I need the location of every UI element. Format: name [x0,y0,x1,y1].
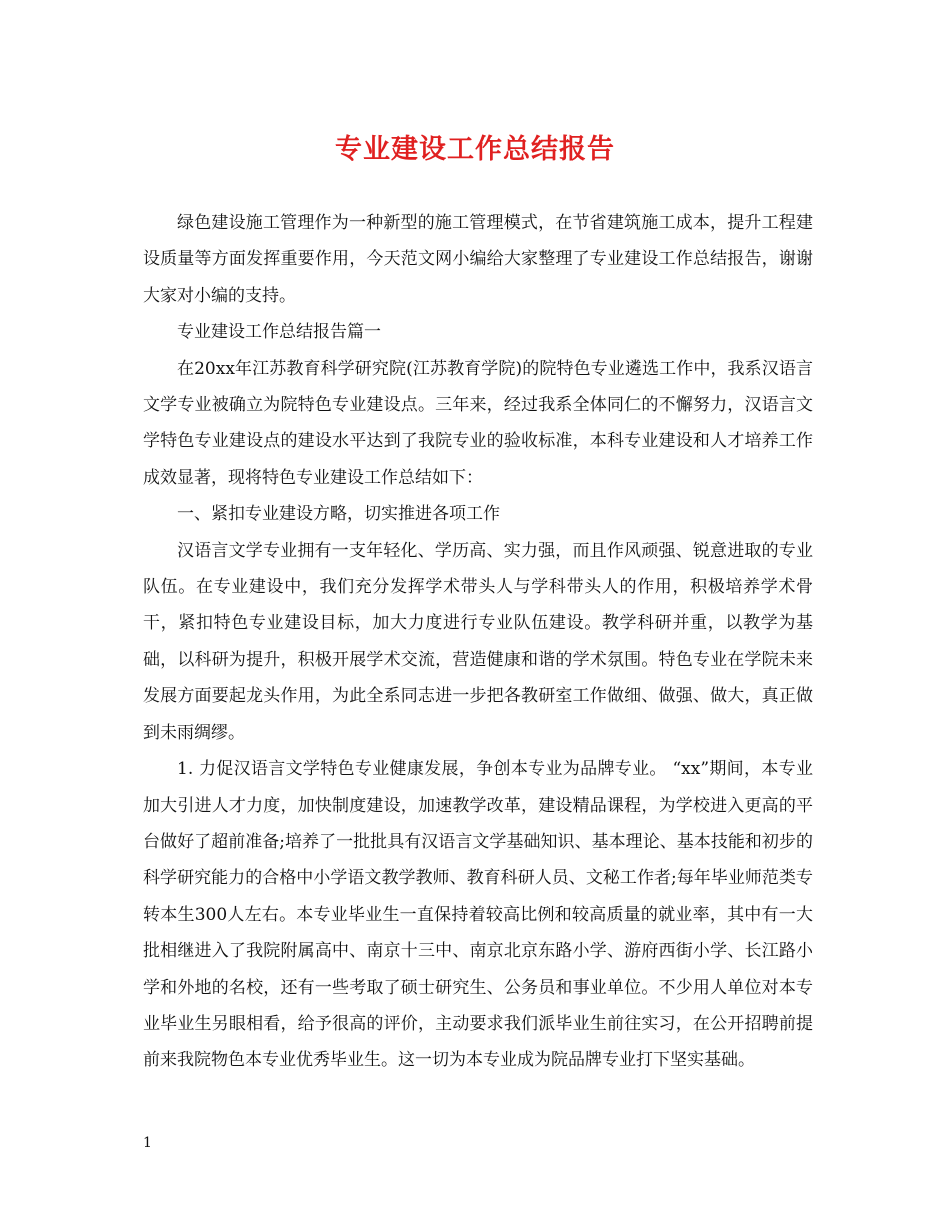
section-heading: 一、紧扣专业建设方略，切实推进各项工作 [177,504,500,525]
document-body [143,205,813,1079]
section-heading-part-one: 专业建设工作总结报告篇一 [177,322,381,343]
body-paragraph: 1. 力促汉语言文学特色专业健康发展，争创本专业为品牌专业。 “xx”期间，本专业加大引进人才力度，加快制度建设，加速教学改革，建设精品课程，为学校进入更高的平台做好了超前准备;培养了一批批具有汉语言文学基础知识、基本理论、基本技能和初步的科学研究能力的合格中小学语文教学教师、教育科研人员、文秘工作者;每年毕业师范类专转本生300人左右。本专业毕业生一直保持着较高比例和较高质量的就业率，其中有一大批相继进入了我院附属高中、南京十三中、南京北京东路小学、游府西街小学、长江路小学和外地的名校，还有一些考取了硕士研究生、公务员和事业单位。不少用人单位对本专业毕业生另眼相看，给予很高的评价，主动要求我们派毕业生前往实习，在公开招聘前提前来我院物色本专业优秀毕业生。这一切为本专业成为院品牌专业打下坚实基础。 [143,759,813,1071]
body-paragraph: 汉语言文学专业拥有一支年轻化、学历高、实力强，而且作风顽强、锐意进取的专业队伍。在专业建设中，我们充分发挥学术带头人与学科带头人的作用，积极培养学术骨干，紧扣特色专业建设目标，加大力度进行专业队伍建设。教学科研并重，以教学为基础，以科研为提升，积极开展学术交流，营造健康和谐的学术氛围。特色专业在学院未来发展方面要起龙头作用，为此全系同志进一步把各教研室工作做细、做强、做大，真正做到未雨绸缪。 [143,540,813,743]
page-number: 1 [143,1135,152,1151]
body-paragraph: 在20xx年江苏教育科学研究院(江苏教育学院)的院特色专业遴选工作中，我系汉语言文学专业被确立为院特色专业建设点。三年来，经过我系全体同仁的不懈努力，汉语言文学特色专业建设点的建设水平达到了我院专业的验收标准，本科专业建设和人才培养工作成效显著，现将特色专业建设工作总结如下： [143,358,813,488]
document-title: 专业建设工作总结报告 [335,134,615,165]
intro-paragraph: 绿色建设施工管理作为一种新型的施工管理模式，在节省建筑施工成本，提升工程建设质量等方面发挥重要作用，今天范文网小编给大家整理了专业建设工作总结报告，谢谢大家对小编的支持。 [143,213,813,306]
